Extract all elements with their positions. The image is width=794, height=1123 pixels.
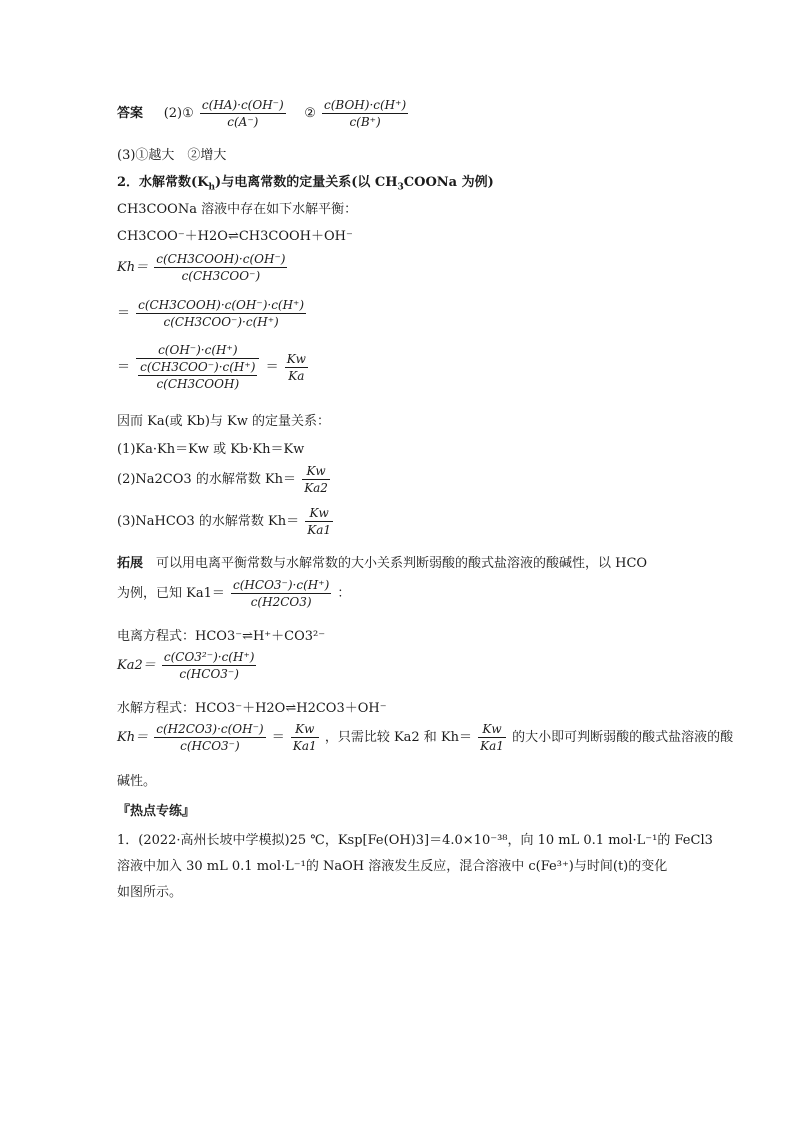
answer-line [117,98,410,129]
extension-label: 拓展 [117,556,144,571]
ionization-equation: 电离方程式：HCO3⁻⇌H⁺＋CO3²⁻ [117,629,326,644]
section2-intro: CH3COONa 溶液中存在如下水解平衡： [117,202,358,217]
hydrolysis-equation-2: 水解方程式：HCO3⁻＋H2O⇌H2CO3＋OH⁻ [117,701,387,716]
relation-2: (2)Na2CO3 的水解常数 Kh＝ $\frac{Kw}{Ka2}$ [117,464,328,495]
question-1-line-2: 溶液中加入 30 mL 0.1 mol·L⁻¹的 NaOH 溶液发生反应，混合溶液中 c(Fe³⁺)与时间(t)的变化 [117,859,668,874]
kh-expression-3: ＝ c(OH⁻)·c(H⁺) c(CH3COO⁻)·c(H⁺) c(CH3COOH) ＝ $\frac{Kw}{Ka}$ [117,343,306,391]
relation-3: (3)NaHCO3 的水解常数 Kh＝ $\frac{Kw}{Ka1}$ [117,506,332,537]
answer-circ-2: ② [304,106,316,121]
hydrolysis-equation: CH3COO⁻＋H2O⇌CH3COOH＋OH⁻ [117,229,353,244]
relation-1: (1)Ka·Kh＝Kw 或 Kb·Kh＝Kw [117,442,305,457]
question-1-line-3: 如图所示。 [117,885,183,900]
answer-part3: (3)①越大 ②增大 [117,148,227,163]
section2-title: 2．水解常数$(K_h)$与电离常数的定量关系(以 $CH_3COONa$ 为例) [117,175,494,193]
kh-expression-2: ＝ $\frac{\text{c(CH3COOH)·c(OH⁻)·c(H⁺)}}{\text{c(CH3COO⁻)·c(H⁺)}}$ [117,298,305,329]
kh-compare: Kh＝ $\frac{c(H2CO3)\cdot c(OH^-)}{\text{c(HCO3⁻)}}$ ＝ $\frac{Kw}{Ka1}$ ，只需比较 Ka2 和 Kh＝ $\frac{Kw}{Ka1}$ 的大小即可判断弱酸的酸式盐溶液的酸 [117,722,734,753]
extension-line-1: 拓展 可以用电离平衡常数与水解常数的大小关系判断弱酸的酸式盐溶液的酸碱性，以 HCO [117,556,648,571]
practice-header: 『热点专练』 [117,804,196,819]
answer-part2-prefix: (2)① [163,106,194,121]
kh-expression-1: Kh＝ $\frac{\text{c(CH3COOH)·c(OH⁻)}}{\text{c(CH3COO⁻)}}$ [117,252,286,283]
ka2-expression: Ka2＝ $\frac{\text{c(CO3²⁻)·c(H⁺)}}{\text{c(HCO3⁻)}}$ [117,650,255,681]
answer-fraction-2: $\frac{\text{c(BOH)·c(H⁺)}}{c(B^+)}$ [324,98,407,129]
extension-conclusion: 碱性。 [117,774,157,789]
relation-text: 因而 Ka(或 Kb)与 Kw 的定量关系： [117,414,331,429]
answer-fraction-1: $\frac{c(HA)\cdot c(OH^-)}{c(A^-)}$ [201,98,284,129]
answer-label: 答案 [117,106,144,121]
extension-line-2: 为例，已知 Ka1＝ $\frac{\text{c(HCO3⁻)·c(H⁺)}}{c(H2CO3)}$ ： [117,578,351,609]
question-1-line-1: 1．(2022·高州长坡中学模拟)25 ℃，Ksp[Fe(OH)3]＝4.0×10⁻³⁸，向 10 mL 0.1 mol·L⁻¹的 FeCl3 [117,833,713,848]
